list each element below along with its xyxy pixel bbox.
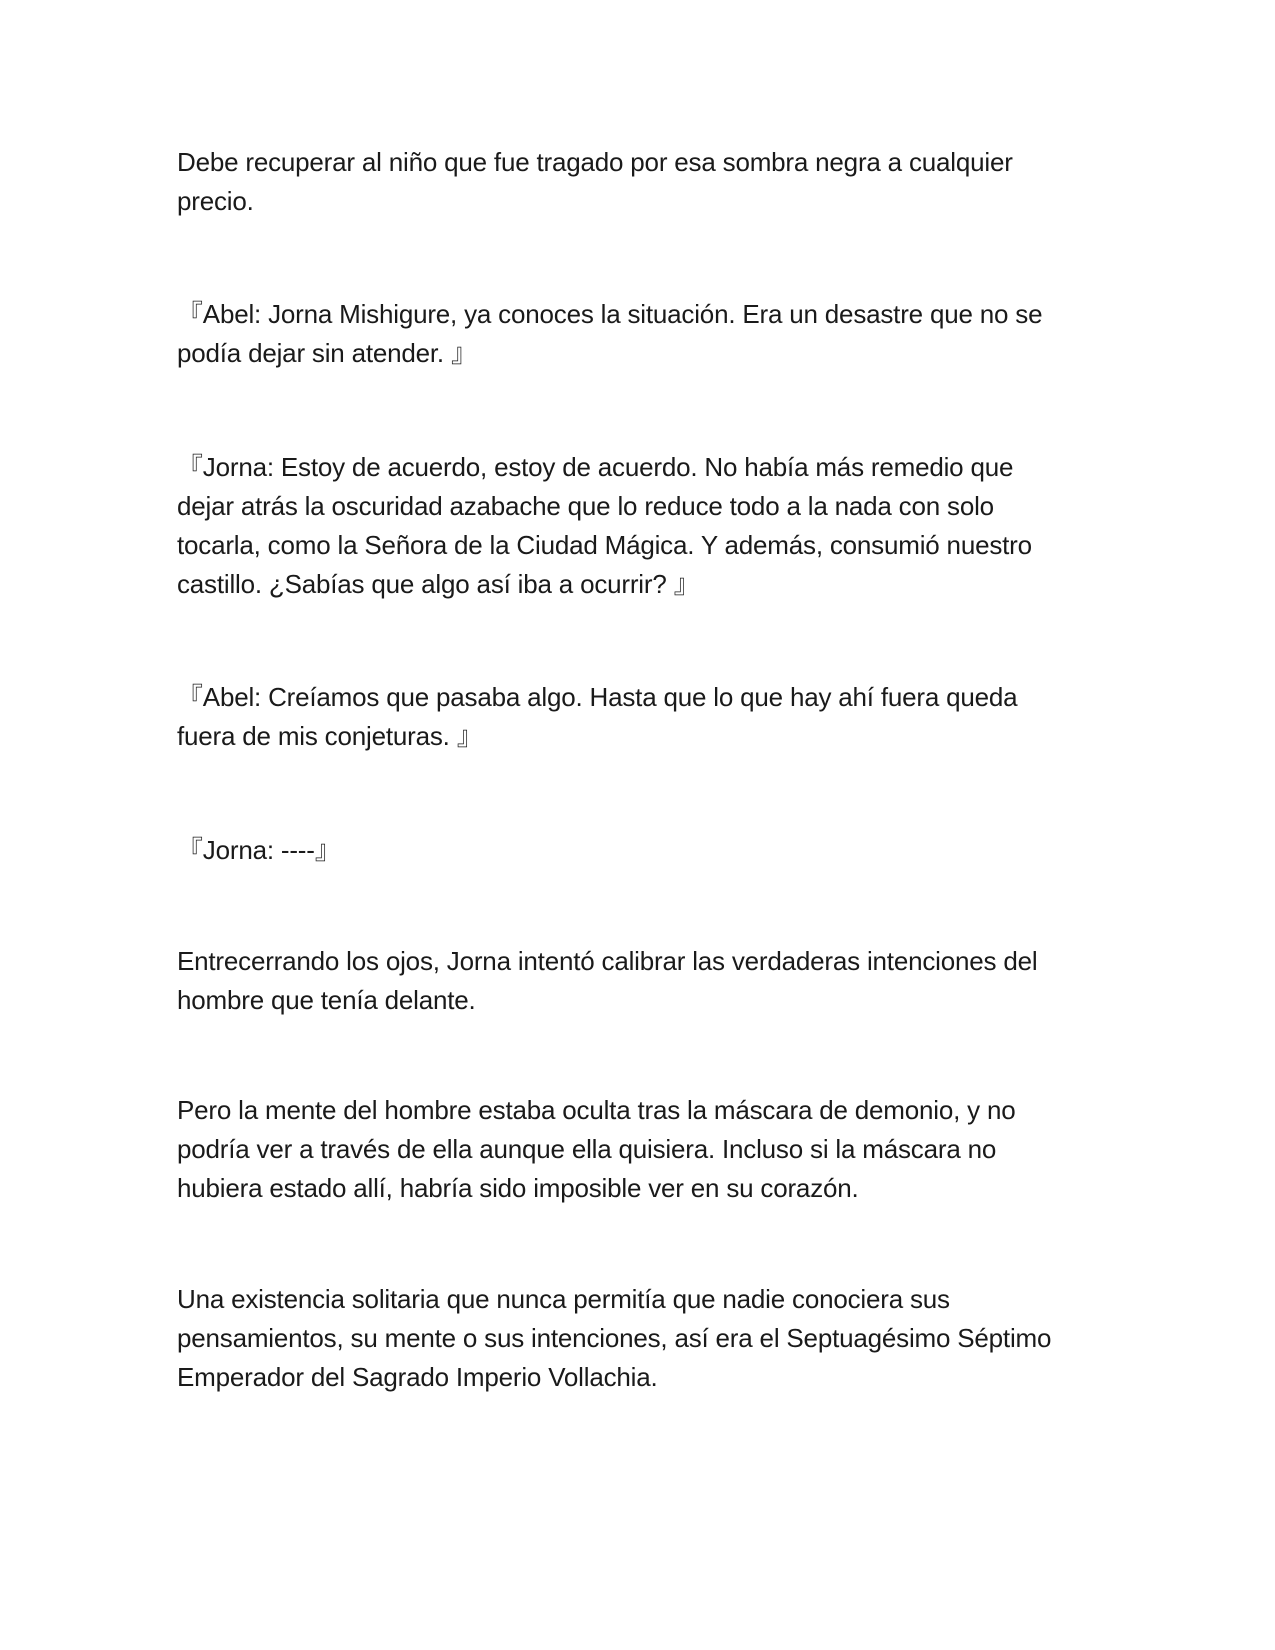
paragraph-dialogue-jorna-2: [177, 831, 1097, 870]
text-line: dejar atrás la oscuridad azabache que lo reduce todo a la nada con solo: [177, 491, 994, 521]
text-line: podía dejar sin atender. 』: [177, 338, 477, 368]
text-line: 『Jorna: Estoy de acuerdo, estoy de acuerdo. No había más remedio que: [177, 452, 1014, 482]
text-line: hubiera estado allí, habría sido imposible ver en su corazón.: [177, 1173, 859, 1203]
text-line: tocarla, como la Señora de la Ciudad Mágica. Y además, consumió nuestro: [177, 530, 1032, 560]
text-line: 『Abel: Creíamos que pasaba algo. Hasta que lo que hay ahí fuera queda: [177, 682, 1018, 712]
text-line: Entrecerrando los ojos, Jorna intentó calibrar las verdaderas intenciones del: [177, 946, 1038, 976]
paragraph-dialogue-abel-1: [177, 295, 1097, 373]
text-line: hombre que tenía delante.: [177, 985, 476, 1015]
paragraph-narration-2: [177, 942, 1097, 1020]
text-line: podría ver a través de ella aunque ella quisiera. Incluso si la máscara no: [177, 1134, 997, 1164]
paragraph-narration-3: [177, 1091, 1097, 1208]
text-line: Emperador del Sagrado Imperio Vollachia.: [177, 1362, 658, 1392]
text-line: Una existencia solitaria que nunca permitía que nadie conociera sus: [177, 1284, 950, 1314]
text-line: Pero la mente del hombre estaba oculta tras la máscara de demonio, y no: [177, 1095, 1016, 1125]
text-line: 『Jorna: ----』: [177, 835, 341, 865]
text-line: precio.: [177, 186, 254, 216]
paragraph-dialogue-jorna-1: [177, 448, 1097, 604]
text-line: castillo. ¿Sabías que algo así iba a ocurrir? 』: [177, 569, 700, 599]
text-line: pensamientos, su mente o sus intenciones, así era el Septuagésimo Séptimo: [177, 1323, 1052, 1353]
text-line: 『Abel: Jorna Mishigure, ya conoces la situación. Era un desastre que no se: [177, 299, 1043, 329]
paragraph-narration-4: [177, 1280, 1097, 1397]
paragraph-narration-1: [177, 143, 1097, 221]
text-line: fuera de mis conjeturas. 』: [177, 721, 483, 751]
paragraph-dialogue-abel-2: [177, 678, 1097, 756]
text-line: Debe recuperar al niño que fue tragado por esa sombra negra a cualquier: [177, 147, 1013, 177]
